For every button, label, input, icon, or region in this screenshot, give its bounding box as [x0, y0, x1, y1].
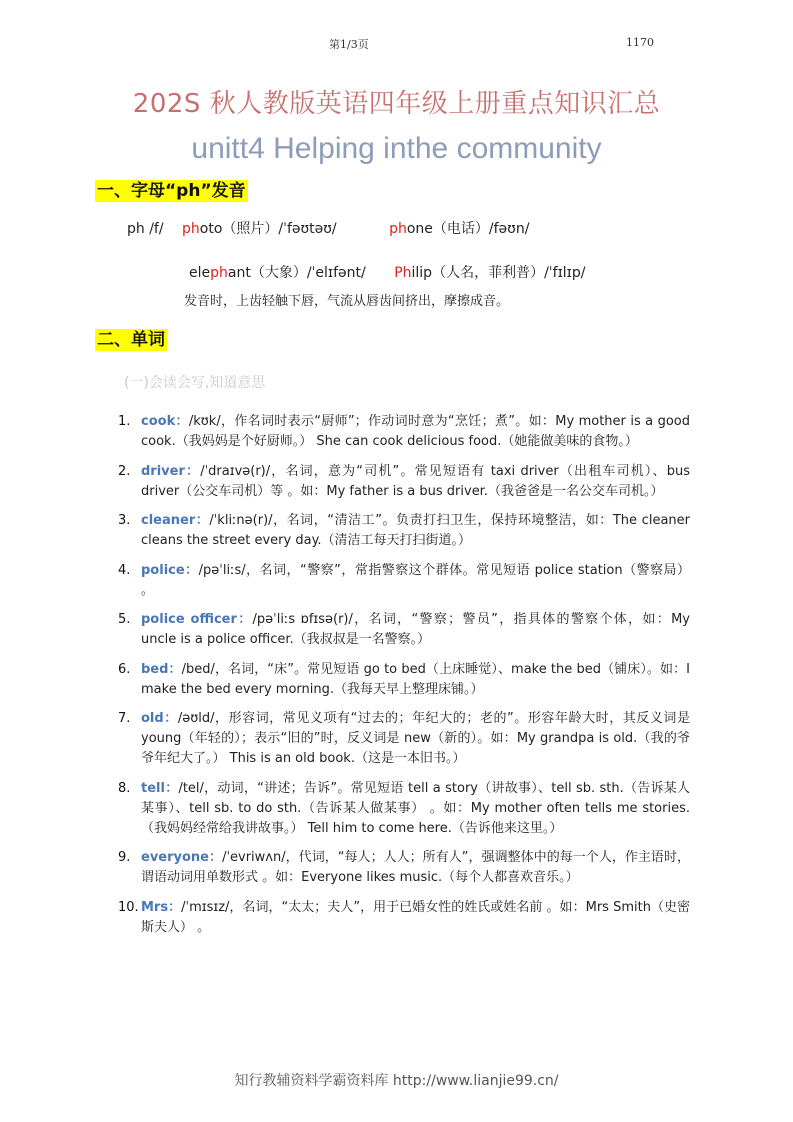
item-number: 4.: [118, 562, 131, 578]
vocab-item: [118, 898, 690, 938]
vocab-definition: /pəˈliːs/，名词，“警察”，常指警察这个群体。常见短语 police station（警察局） 。: [141, 562, 690, 598]
vocab-word: everyone：: [141, 850, 223, 865]
vocab-word: driver：: [141, 463, 201, 479]
phonics-word: [394, 265, 585, 281]
unit-subtitle: unitt4 Helping inthe community: [191, 132, 602, 165]
item-number: 7.: [118, 711, 131, 726]
vocab-definition: /ˈdraɪvə(r)/，名词，意为“司机”。常见短语有 taxi driver（出租车司机）、bus driver（公交车司机）等 。如：My father is a bus driver.（我爸爸是一名公交车司机。）: [141, 463, 690, 499]
ph-highlight: ph: [210, 265, 228, 281]
phonics-row-1: [127, 220, 529, 238]
item-number: 9.: [118, 850, 131, 865]
phonics-word: [182, 221, 337, 237]
phonics-word: [389, 221, 529, 237]
section-subheading: (一)会读会写,知道意思: [124, 375, 266, 391]
vocab-item: [118, 412, 690, 452]
vocab-definition: /tel/，动词，“讲述；告诉”。常见短语 tell a story（讲故事）、tell sb. sth.（告诉某人某事）、tell sb. to do sth.（告诉某人做某事） 。如：My mother often tells me stories.（我妈妈经常给我讲故事。） Tell him to come here.（告诉他来这里。）: [141, 780, 690, 836]
item-number: 2.: [118, 463, 131, 479]
vocab-word: old：: [141, 711, 178, 726]
item-number: 5.: [118, 612, 131, 627]
phonics-row-2: [189, 264, 585, 282]
phonics-prefix: ph /f/: [127, 221, 164, 237]
phonics-word-rest: ilip（人名，菲利普）/ˈfɪlɪp/: [411, 265, 586, 281]
phonics-word-pre: ele: [189, 265, 211, 281]
phonics-word-rest: ant（大象）/ˈelɪfənt/: [227, 265, 366, 281]
page-indicator: 第1/3页: [329, 38, 369, 51]
vocab-item: [118, 848, 690, 888]
item-number: 8.: [118, 780, 131, 796]
phonics-word-rest: one（电话）/fəʊn/: [406, 221, 530, 237]
vocab-word: tell：: [141, 780, 179, 796]
vocab-definition: /pəˈliːs ɒfɪsə(r)/，名词，“警察；警员”，指具体的警察个体，如：My uncle is a police officer.（我叔叔是一名警察。）: [141, 612, 690, 647]
document-title: 202S 秋人教版英语四年级上册重点知识汇总: [132, 89, 661, 119]
pronunciation-note: 发音时，上齿轻触下唇，气流从唇齿间挤出，摩擦成音。: [184, 294, 510, 309]
item-number: 1.: [118, 414, 131, 429]
vocab-item: [118, 462, 690, 502]
ph-highlight: ph: [389, 221, 407, 237]
vocab-item: [118, 561, 690, 601]
vocab-item: [118, 779, 690, 839]
document-number: 1170: [626, 36, 654, 49]
phonics-word-rest: oto（照片）/ˈfəʊtəʊ/: [199, 221, 337, 237]
ph-highlight: Ph: [394, 265, 412, 281]
vocab-item: [118, 610, 690, 650]
vocab-definition: /kʊk/，作名词时表示“厨师”；作动词时意为“烹饪；煮”。如：My mother is a good cook.（我妈妈是个好厨师。） She can cook delicious food.（她能做美味的食物。）: [141, 414, 690, 449]
footer-source: 知行教辅资料学霸资料库 http://www.lianjie99.cn/: [234, 1073, 559, 1089]
vocab-word: cook：: [141, 414, 189, 429]
phonics-word: [189, 265, 366, 281]
vocab-definition: /əʊld/，形容词，常见义项有“过去的；年纪大的；老的”。形容年龄大时，其反义词是 young（年轻的）；表示“旧的”时，反义词是 new（新的）。如：My grandpa is old.（我的爷爷年纪大了。） This is an old book.（这是一本旧书。）: [141, 711, 690, 766]
ph-highlight: ph: [182, 221, 200, 237]
vocab-word: cleaner：: [141, 513, 210, 528]
vocab-item: [118, 511, 690, 551]
item-number: 10.: [118, 899, 139, 915]
vocab-word: bed：: [141, 661, 182, 677]
vocab-word: police officer：: [141, 612, 253, 627]
vocab-word: Mrs：: [141, 899, 182, 915]
vocab-definition: /ˈevriwʌn/，代词，“每人；人人；所有人”，强调整体中的每一个人，作主语时，谓语动词用单数形式 。如：Everyone likes music.（每个人都喜欢音乐。）: [141, 850, 690, 885]
vocab-item: [118, 660, 690, 700]
item-number: 6.: [118, 661, 131, 677]
vocab-definition: /ˈmɪsɪz/，名词，“太太；夫人”，用于已婚女性的姓氏或姓名前 。如：Mrs Smith（史密斯夫人） 。: [141, 899, 691, 935]
vocab-item: [118, 709, 690, 769]
section-heading-words: 二、单词: [97, 330, 165, 350]
section-heading-ph: 一、字母“ph”发音: [97, 181, 246, 201]
vocab-definition: /ˈkliːnə(r)/，名词，“清洁工”。负责打扫卫生，保持环境整洁，如：The cleaner cleans the street every day.（清洁工每天打扫街道。）: [141, 513, 690, 548]
item-number: 3.: [118, 513, 131, 528]
vocab-word: police：: [141, 562, 199, 578]
vocab-definition: /bed/，名词，“床”。常见短语 go to bed（上床睡觉）、make the bed（铺床）。如：I make the bed every morning.（我每天早上整理床铺。）: [141, 661, 691, 697]
vocabulary-list: [118, 412, 690, 947]
